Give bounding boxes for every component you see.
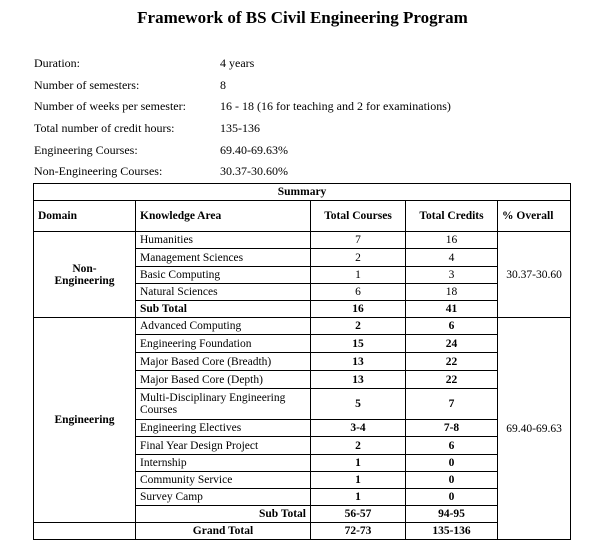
area-cell: Advanced Computing: [136, 318, 311, 335]
credits-cell: 3: [406, 267, 498, 284]
credits-cell: 6: [406, 318, 498, 335]
credits-cell: 0: [406, 489, 498, 506]
area-cell: Natural Sciences: [136, 284, 311, 301]
courses-cell: 2: [311, 437, 406, 455]
domain-label: Non- Engineering: [54, 262, 115, 287]
courses-cell: 72-73: [311, 523, 406, 540]
area-cell: Survey Camp: [136, 489, 311, 506]
credits-cell: 135-136: [406, 523, 498, 540]
domain-cell-non-engineering: [34, 232, 136, 318]
area-cell: Final Year Design Project: [136, 437, 311, 455]
empty-cell: [34, 523, 136, 540]
area-cell: Engineering Electives: [136, 420, 311, 437]
credits-cell: 22: [406, 371, 498, 389]
info-value: 69.40-69.63%: [220, 142, 288, 157]
courses-cell: 3-4: [311, 420, 406, 437]
credits-cell: 24: [406, 335, 498, 353]
credits-cell: 7: [406, 389, 498, 420]
credits-cell: 18: [406, 284, 498, 301]
area-cell: Community Service: [136, 472, 311, 489]
info-label: Non-Engineering Courses:: [34, 164, 163, 179]
credits-cell: 0: [406, 472, 498, 489]
table-caption: Summary: [34, 184, 571, 201]
info-row-non-engineering: [34, 161, 451, 183]
courses-cell: 1: [311, 472, 406, 489]
courses-cell: 5: [311, 389, 406, 420]
courses-cell: 15: [311, 335, 406, 353]
table-header-row: [34, 201, 571, 232]
info-value: 8: [220, 77, 226, 92]
info-row-duration: [34, 53, 451, 75]
courses-cell: 13: [311, 353, 406, 371]
credits-cell: 0: [406, 455, 498, 472]
area-cell: Engineering Foundation: [136, 335, 311, 353]
area-cell: Sub Total: [136, 506, 311, 523]
credits-cell: 6: [406, 437, 498, 455]
courses-cell: 7: [311, 232, 406, 249]
info-label: Number of weeks per semester:: [34, 99, 186, 114]
summary-table: [33, 183, 571, 540]
info-row-engineering: [34, 139, 451, 161]
courses-cell: 1: [311, 489, 406, 506]
courses-cell: 1: [311, 267, 406, 284]
credits-cell: 22: [406, 353, 498, 371]
column-header: Total Courses: [311, 201, 406, 232]
area-cell: Internship: [136, 455, 311, 472]
area-cell: Management Sciences: [136, 249, 311, 267]
courses-cell: 2: [311, 318, 406, 335]
info-value: 30.37-30.60%: [220, 164, 288, 179]
column-header: % Overall: [498, 201, 571, 232]
courses-cell: 13: [311, 371, 406, 389]
document-title: Framework of BS Civil Engineering Program: [137, 8, 468, 27]
courses-cell: 1: [311, 455, 406, 472]
column-header: Knowledge Area: [136, 201, 311, 232]
grand-total-row: [34, 523, 571, 540]
area-cell: Major Based Core (Depth): [136, 371, 311, 389]
courses-cell: 6: [311, 284, 406, 301]
credits-cell: 41: [406, 301, 498, 318]
credits-cell: 4: [406, 249, 498, 267]
credits-cell: 94-95: [406, 506, 498, 523]
grand-total-label: Grand Total: [136, 523, 311, 540]
courses-cell: 16: [311, 301, 406, 318]
info-row-weeks: [34, 96, 451, 118]
courses-cell: 56-57: [311, 506, 406, 523]
credits-cell: 7-8: [406, 420, 498, 437]
overall-cell-engineering: 69.40-69.63: [498, 318, 571, 540]
info-label: Duration:: [34, 56, 80, 71]
domain-cell-engineering: Engineering: [34, 318, 136, 523]
table-row: [34, 318, 571, 335]
info-row-semesters: [34, 75, 451, 97]
program-info-list: [34, 53, 451, 183]
info-value: 135-136: [220, 121, 260, 136]
column-header: Domain: [34, 201, 136, 232]
info-label: Total number of credit hours:: [34, 121, 175, 136]
area-cell: Multi-Disciplinary Engineering Courses: [136, 389, 311, 420]
info-value: 16 - 18 (16 for teaching and 2 for examinations): [220, 99, 451, 114]
area-cell: Sub Total: [136, 301, 311, 318]
overall-cell-non-engineering: 30.37-30.60: [498, 232, 571, 318]
area-cell: Major Based Core (Breadth): [136, 353, 311, 371]
info-value: 4 years: [220, 56, 255, 71]
courses-cell: 2: [311, 249, 406, 267]
area-cell: Humanities: [136, 232, 311, 249]
table-row: [34, 232, 571, 249]
area-cell: Basic Computing: [136, 267, 311, 284]
info-row-credit-hours: [34, 118, 451, 140]
credits-cell: 16: [406, 232, 498, 249]
column-header: Total Credits: [406, 201, 498, 232]
info-label: Engineering Courses:: [34, 142, 138, 157]
info-label: Number of semesters:: [34, 77, 140, 92]
